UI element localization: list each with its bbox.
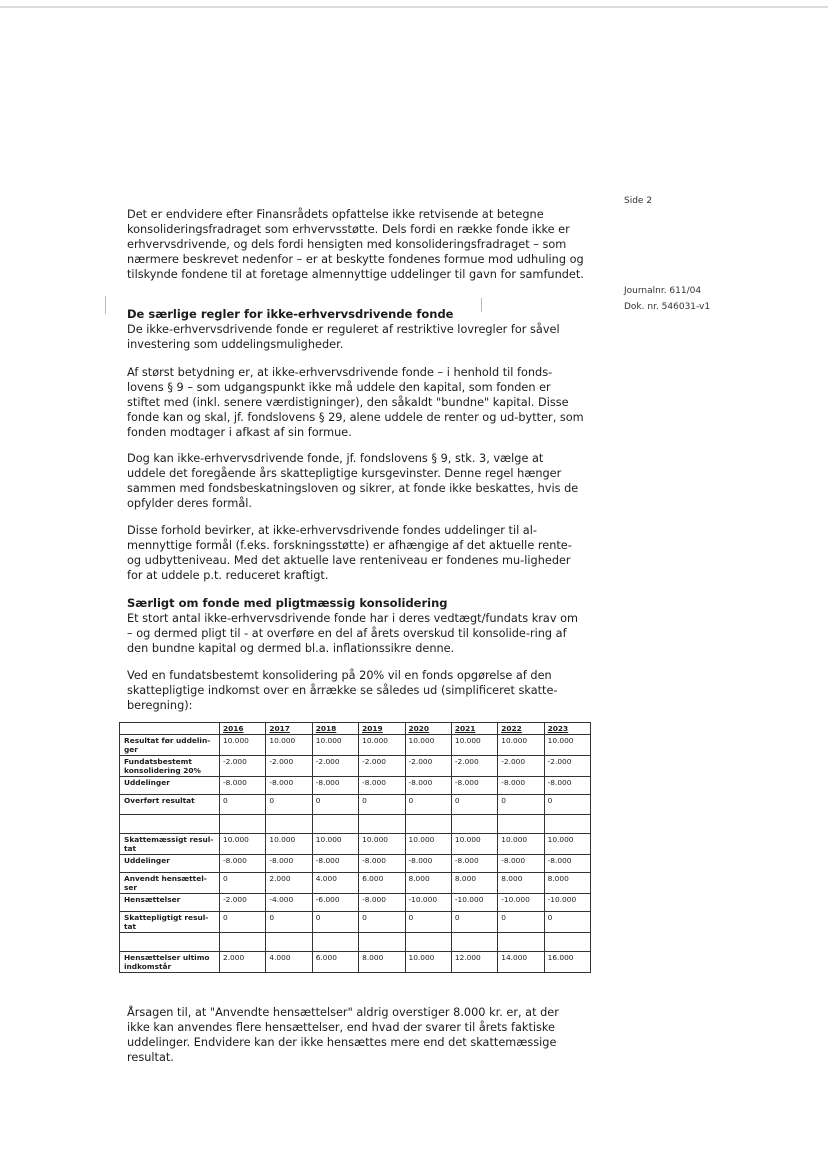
table-cell: 4.000 [312,873,358,894]
table-cell: -2.000 [312,756,358,777]
section-heading-2: Særligt om fonde med pligtmæssig konsolidering [127,596,448,610]
table-cell: 10.000 [405,735,451,756]
table-cell: -2.000 [451,756,497,777]
table-corner-cell [120,723,220,735]
year-header: 2021 [451,723,497,735]
table-cell: -8.000 [266,855,312,873]
table-cell: 0 [498,795,544,815]
paragraph-5: Disse forhold bevirker, at ikke-erhvervsdrivende fondes uddelinger til al-mennyttige formål (f.eks. forskningsstøtte) er afhængige af det aktuelle rente- og udbytteniveau. Med det aktuelle lave renteniveau er fondenes mu-ligheder for at uddele p.t. reduceret kraftigt. [127,524,572,582]
year-header: 2023 [544,723,590,735]
table-header-row [120,723,591,735]
table-cell: -8.000 [312,777,358,795]
table-cell [266,933,312,952]
document-number: Dok. nr. 546031-v1 [624,302,711,312]
table-cell: 0 [451,795,497,815]
row-label: Fundatsbestemt konsolidering 20% [120,756,220,777]
table-cell: 0 [359,795,405,815]
table-cell: 10.000 [312,735,358,756]
table-cell: -8.000 [498,777,544,795]
table-cell: 14.000 [498,952,544,973]
table-cell: 0 [405,912,451,933]
table-cell: 2.000 [266,873,312,894]
paragraph-1: Det er endvidere efter Finansrådets opfattelse ikke retvisende at betegne konsolideringsfradraget som erhvervsstøtte. Dels fordi en række fonde ikke er erhvervsdrivende, og dels fordi hensigten med konsolideringsfradraget – som nærmere beskrevet nedenfor – er at beskytte fondenes formue mod udhuling og tilskynde fondene til at foretage almennyttige uddelinger til gavn for samfundet. [127,208,584,281]
table-cell: -8.000 [359,777,405,795]
table-row [120,933,591,952]
table-row [120,795,591,815]
table-cell [405,933,451,952]
table-cell: -6.000 [312,894,358,912]
table-cell: 6.000 [359,873,405,894]
table-cell: 0 [312,912,358,933]
table-cell: -2.000 [266,756,312,777]
table-cell: 8.000 [359,952,405,973]
table-cell: -2.000 [544,756,590,777]
table-cell [451,933,497,952]
table-cell [220,815,266,834]
table-cell: -8.000 [405,855,451,873]
table-cell: -2.000 [405,756,451,777]
table-cell: 10.000 [544,834,590,855]
page-number: Side 2 [624,196,653,206]
year-header: 2022 [498,723,544,735]
table-cell: -8.000 [359,894,405,912]
table-cell [544,933,590,952]
row-label: Skattepligtigt resul-tat [120,912,220,933]
table-cell: 10.000 [405,834,451,855]
table-cell: -8.000 [359,855,405,873]
row-label: Uddelinger [120,777,220,795]
row-label: Uddelinger [120,855,220,873]
table-cell: 0 [220,795,266,815]
table-cell: 0 [451,912,497,933]
table-cell: 0 [220,912,266,933]
table-cell: 0 [312,795,358,815]
paragraph-6: Et stort antal ikke-erhvervsdrivende fonde har i deres vedtægt/fundats krav om – og dermed pligt til - at overføre en del af årets overskud til konsolide-ring af den bundne kapital og dermed bl.a. inflationssikre denne. [127,612,579,655]
table-cell: -10.000 [498,894,544,912]
table-cell: 2.000 [220,952,266,973]
table-cell: -8.000 [266,777,312,795]
year-header: 2018 [312,723,358,735]
table-cell: 10.000 [498,735,544,756]
row-label [120,815,220,834]
table-cell: 16.000 [544,952,590,973]
table-cell [359,933,405,952]
year-header: 2016 [220,723,266,735]
paragraph-4: Dog kan ikke-erhvervsdrivende fonde, jf. fondslovens § 9, stk. 3, vælge at uddele det foregående års skattepligtige kursgevinster. Denne regel hænger sammen med fondsbeskatningsloven og sikrer, at fonde ikke beskattes, hvis de opfylder deres formål. [127,452,579,510]
table-cell: 10.000 [266,735,312,756]
table-cell: 10.000 [359,834,405,855]
table-cell: 0 [220,873,266,894]
table-cell [312,815,358,834]
table-cell: 6.000 [312,952,358,973]
table-cell: 10.000 [405,952,451,973]
year-header: 2020 [405,723,451,735]
table-cell: 10.000 [498,834,544,855]
table-cell: 10.000 [312,834,358,855]
year-header: 2019 [359,723,405,735]
table-cell: -8.000 [451,777,497,795]
paragraph-7: Ved en fundatsbestemt konsolidering på 20% vil en fonds opgørelse af den skattepligtige indkomst over en årrække se således ud (simplificeret skatte-beregning): [127,669,558,712]
table-cell: 8.000 [544,873,590,894]
table-cell [498,933,544,952]
row-label: Anvendt hensættel-ser [120,873,220,894]
table-cell: -8.000 [451,855,497,873]
table-cell: -8.000 [405,777,451,795]
table-cell: 8.000 [451,873,497,894]
table-row [120,952,591,973]
table-cell: 0 [266,795,312,815]
table-cell: 10.000 [451,834,497,855]
table-cell: 10.000 [220,834,266,855]
table-cell [220,933,266,952]
table-cell: 0 [544,795,590,815]
row-label: Hensættelser ultimo indkomstår [120,952,220,973]
table-cell [405,815,451,834]
table-cell: -8.000 [220,855,266,873]
table-cell: -8.000 [544,855,590,873]
table-cell: -8.000 [544,777,590,795]
table-cell: -4.000 [266,894,312,912]
table-cell: -2.000 [498,756,544,777]
row-label: Overført resultat [120,795,220,815]
table-cell: -10.000 [544,894,590,912]
table-row [120,834,591,855]
table-row [120,855,591,873]
table-cell [498,815,544,834]
table-row [120,777,591,795]
table-row [120,756,591,777]
table-cell: -10.000 [405,894,451,912]
table-row [120,894,591,912]
row-label: Hensættelser [120,894,220,912]
table-cell [312,933,358,952]
margin-mark [105,296,106,314]
table-cell: 10.000 [359,735,405,756]
row-label: Resultat før uddelin-ger [120,735,220,756]
scan-top-edge [0,6,828,8]
table-cell: 0 [359,912,405,933]
year-header: 2017 [266,723,312,735]
table-row [120,912,591,933]
row-label: Skattemæssigt resul-tat [120,834,220,855]
table-cell: -8.000 [220,777,266,795]
table-cell: 4.000 [266,952,312,973]
table-row [120,815,591,834]
table-cell: -2.000 [220,894,266,912]
table-cell: 0 [498,912,544,933]
table-cell [451,815,497,834]
table-cell: 12.000 [451,952,497,973]
paragraph-3: Af størst betydning er, at ikke-erhvervsdrivende fonde – i henhold til fonds-lovens § 9 – som udgangspunkt ikke må uddele den kapital, som fonden er stiftet med (inkl. senere værdistigninger), den såkaldt "bundne" kapital. Disse fonde kan og skal, jf. fondslovens § 29, alene uddele de renter og ud-bytter, som fonden modtager i afkast af sin formue. [127,366,584,439]
table-cell: -2.000 [220,756,266,777]
paragraph-8: Årsagen til, at "Anvendte hensættelser" aldrig overstiger 8.000 kr. er, at der ikke kan anvendes flere hensættelser, end hvad der svarer til årets faktiske uddelinger. Endvidere kan der ikke hensættes mere end det skattemæssige resultat. [127,1006,559,1064]
consolidation-table [119,722,591,973]
section-heading-1: De særlige regler for ikke-erhvervsdrivende fonde [127,307,454,321]
table-cell: -8.000 [498,855,544,873]
table-cell: 0 [266,912,312,933]
table-cell [544,815,590,834]
table-cell: 0 [544,912,590,933]
table-cell: 0 [405,795,451,815]
table-row [120,735,591,756]
table-cell: 10.000 [220,735,266,756]
table-cell [266,815,312,834]
table-row [120,873,591,894]
table-cell: -8.000 [312,855,358,873]
table-cell: 10.000 [451,735,497,756]
table-cell: 8.000 [405,873,451,894]
journal-number: Journalnr. 611/04 [624,286,702,296]
table-cell: -10.000 [451,894,497,912]
table-cell: -2.000 [359,756,405,777]
table-cell: 10.000 [544,735,590,756]
row-label [120,933,220,952]
table-cell: 10.000 [266,834,312,855]
paragraph-2: De ikke-erhvervsdrivende fonde er reguleret af restriktive lovregler for såvel investering som uddelingsmuligheder. [127,323,560,351]
table-cell [359,815,405,834]
table-cell: 8.000 [498,873,544,894]
